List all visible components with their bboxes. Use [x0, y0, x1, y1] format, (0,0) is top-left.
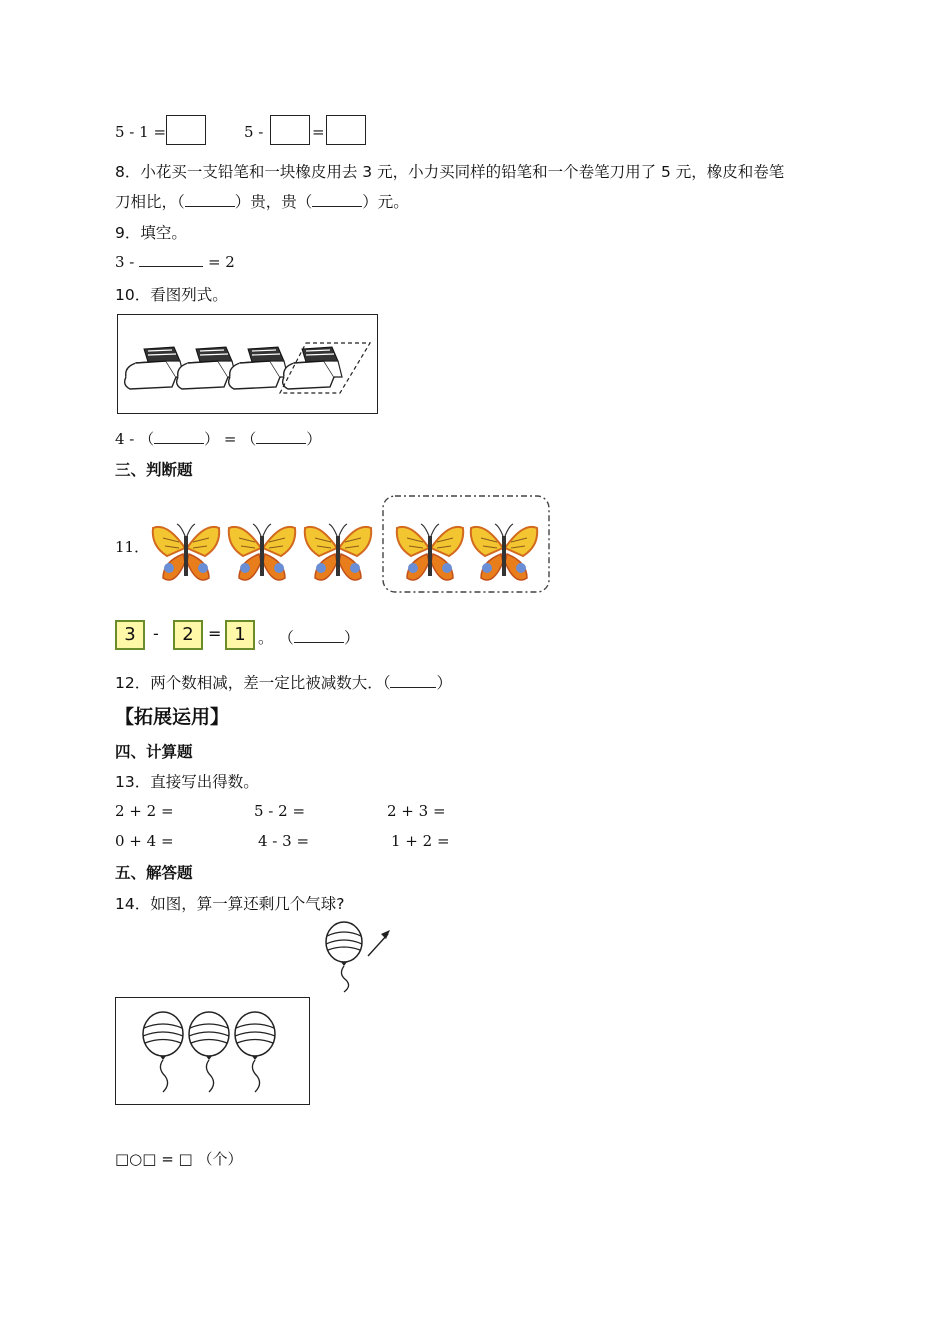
q11-equals: = [208, 624, 222, 643]
q12-line [115, 671, 452, 693]
butterfly-icon [471, 524, 537, 580]
butterfly-icon [397, 524, 463, 580]
q14-answer: □○□ = □ （个） [115, 1150, 243, 1168]
q8-text-c: ）元。 [362, 193, 409, 211]
q10-blank-1[interactable] [154, 429, 204, 444]
q13-r1-c1: 2 + 2 = [115, 802, 174, 820]
q10-equation [115, 428, 321, 449]
q13-r2-c2: 4 - 3 = [258, 832, 310, 850]
q8-line1: 8．小花买一支铅笔和一块橡皮用去 3 元，小力买同样的铅笔和一个卷笔刀用了 5 元，橡皮和卷笔 [115, 163, 785, 181]
eraser-icon [229, 347, 288, 389]
q8-blank-2[interactable] [312, 192, 362, 207]
q9-eq-right: = 2 [207, 253, 235, 271]
eraser-icon [177, 347, 236, 389]
eraser-icon [125, 347, 184, 389]
q13-r1-c2: 5 - 2 = [254, 802, 306, 820]
q13-r2-c3: 1 + 2 = [391, 832, 450, 850]
q10-eq-mid: ） = （ [204, 430, 257, 448]
q9-title: 9．填空。 [115, 224, 187, 242]
q11-box-3: 3 [115, 620, 145, 650]
balloon-picture-frame [115, 997, 310, 1105]
q9-eq-left: 3 - [115, 253, 135, 271]
q12-blank[interactable] [390, 673, 436, 688]
q12-close: ） [436, 674, 452, 692]
q7-answer-box-3[interactable] [326, 115, 366, 145]
q10-title: 10．看图列式。 [115, 286, 228, 304]
q11-box-1: 1 [225, 620, 255, 650]
q14-title: 14．如图，算一算还剩几个气球? [115, 895, 345, 913]
q13-r1-c3: 2 + 3 = [387, 802, 446, 820]
eraser-icon [283, 347, 342, 389]
q8-line2 [115, 190, 409, 212]
eraser-picture [118, 315, 377, 413]
balloon-icon [189, 1012, 229, 1092]
balloon-icon [326, 922, 362, 992]
section3-title: 三、判断题 [115, 461, 193, 479]
q7-answer-box-2[interactable] [270, 115, 310, 145]
q11-number: 11． [115, 538, 150, 556]
q10-blank-2[interactable] [256, 429, 306, 444]
butterfly-icon [229, 524, 295, 580]
q10-eq-left: 4 - （ [115, 430, 155, 448]
q7-eq1: 5 - 1 = [115, 123, 167, 141]
q11-minus: - [153, 624, 159, 643]
arrow-icon [368, 930, 390, 956]
extension-title: 【拓展运用】 [115, 706, 230, 728]
q13-r2-c1: 0 + 4 = [115, 832, 174, 850]
q8-text-a: 刀相比，（ [115, 193, 185, 211]
butterfly-picture [145, 492, 555, 596]
flying-balloon [318, 918, 398, 994]
q10-picture-frame [117, 314, 378, 414]
q8-blank-1[interactable] [185, 192, 235, 207]
q11-judge-blank[interactable] [294, 628, 344, 643]
q11-judge-open: 。 （ [258, 629, 294, 647]
q11-box-2: 2 [173, 620, 203, 650]
balloon-icon [143, 1012, 183, 1092]
q7-eq2-eq: = [312, 123, 325, 141]
q8-text-b: ）贵，贵（ [234, 193, 313, 211]
butterfly-icon [305, 524, 371, 580]
butterfly-icon [153, 524, 219, 580]
q10-eq-right: ） [306, 430, 322, 448]
q7-eq2-left: 5 - [244, 123, 264, 141]
q9-blank[interactable] [139, 252, 203, 267]
balloon-picture [116, 998, 309, 1104]
section4-title: 四、计算题 [115, 743, 193, 761]
q11-judge [258, 626, 359, 648]
q11-judge-close: ） [343, 629, 360, 647]
q13-title: 13．直接写出得数。 [115, 773, 259, 791]
q7-answer-box-1[interactable] [166, 115, 206, 145]
q9-equation [115, 252, 235, 271]
balloon-icon [235, 1012, 275, 1092]
section5-title: 五、解答题 [115, 864, 193, 882]
q12-text: 12．两个数相减，差一定比被减数大．（ [115, 674, 391, 692]
